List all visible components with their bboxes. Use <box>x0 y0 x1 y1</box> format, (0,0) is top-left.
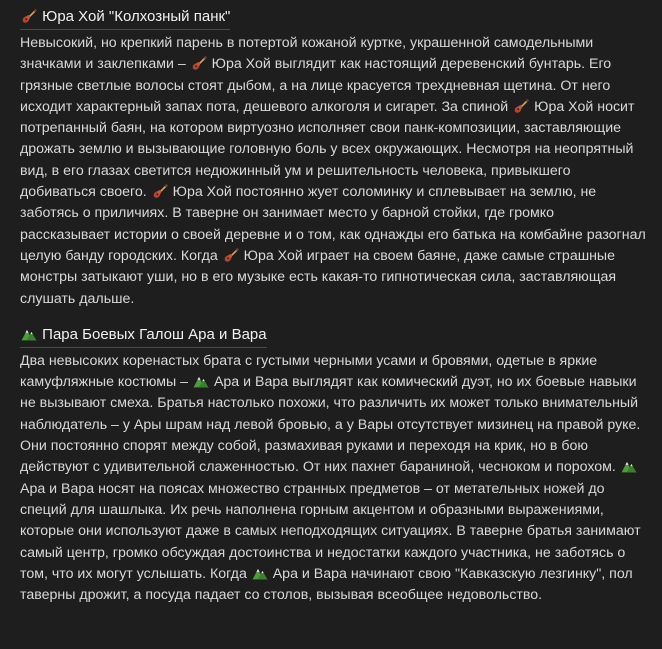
section-heading <box>20 324 267 348</box>
paragraph-text: Ара и Вара выглядят как комический дуэт, но их боевые навыки не вызывают смеха. Братья настолько похожи, что различить их может только внимательный наблюдатель – у Ары шрам над левой бровью, а у Вары отсутствует мизинец на правой руке. Они постоянно спорят между собой, размахивая руками и переходя на крик, но в бою действуют с удивительной слаженностью. От них пахнет бараниной, чесноком и порохом. <box>20 374 641 476</box>
character-section-yura <box>20 6 648 310</box>
mountain-icon <box>252 566 268 580</box>
paragraph-text: Ара и Вара начинают свою "Кавказскую лезгинку", пол таверны дрожит, а посуда падает со столов, вызывая всеобщее недовольство. <box>20 565 633 604</box>
paragraph-text: Невысокий, но крепкий парень в потертой кожаной куртке, украшенной самодельными значками и заклепками – <box>20 35 594 73</box>
section-paragraph <box>20 351 648 607</box>
paragraph-text: Ара и Вара носят на поясах множество странных предметов – от метательных ножей до специй для шашлыка. Их речь наполнена горным акцентом и образными выражениями, которые они используют даже в самых неподходящих ситуациях. В таверне братья занимают самый центр, громко обсуждая достоинства и недостатки каждого участника, не заботясь о том, что их могут услышать. Когда <box>20 480 641 582</box>
paragraph-text: Юра Хой носит потрепанный баян, на котором виртуозно исполняет свои панк-композиции, заставляющие дрожать землю и вызывающие головную боль у всех окружающих. Несмотря на неопрятный вид, в его глазах светится недюжинный ум и решительность человека, привыкшего добиваться своего. <box>20 98 635 201</box>
guitar-icon <box>21 9 37 23</box>
mountain-icon <box>193 374 209 388</box>
section-title: Юра Хой "Колхозный панк" <box>42 8 231 25</box>
guitar-icon <box>223 248 239 262</box>
mountain-icon <box>621 459 637 473</box>
section-heading <box>20 6 230 30</box>
character-section-ara-vara <box>20 324 648 607</box>
paragraph-text: Юра Хой играет на своем баяне, даже самые страшные монстры затыкают уши, но в его музыке есть какая-то гипнотическая сила, заставляющая слушать дальше. <box>20 247 617 307</box>
paragraph-text: Два невысоких коренастых брата с густыми черными усами и бровями, одетые в яркие камуфляжные костюмы – <box>20 352 598 391</box>
paragraph-text: Юра Хой выглядит как настоящий деревенский бунтарь. Его грязные светлые волосы стоят дыбом, а на лице красуется трехдневная щетина. От него исходит характерный запах пота, дешевого алкоголя и сигарет. За спиной <box>20 56 612 115</box>
paragraph-text: Юра Хой постоянно жует соломинку и сплевывает на землю, не заботясь о приличиях. В таверне он занимает место у барной стойки, где громко рассказывает истории о своей деревне и о том, как однажды его батька на комбайне разогнал целую банду городских. Когда <box>20 184 646 264</box>
guitar-icon <box>513 99 529 113</box>
section-paragraph <box>20 33 648 310</box>
mountain-icon <box>21 327 37 341</box>
section-title: Пара Боевых Галош Ара и Вара <box>42 325 267 343</box>
guitar-icon <box>152 184 168 198</box>
guitar-icon <box>191 56 207 70</box>
